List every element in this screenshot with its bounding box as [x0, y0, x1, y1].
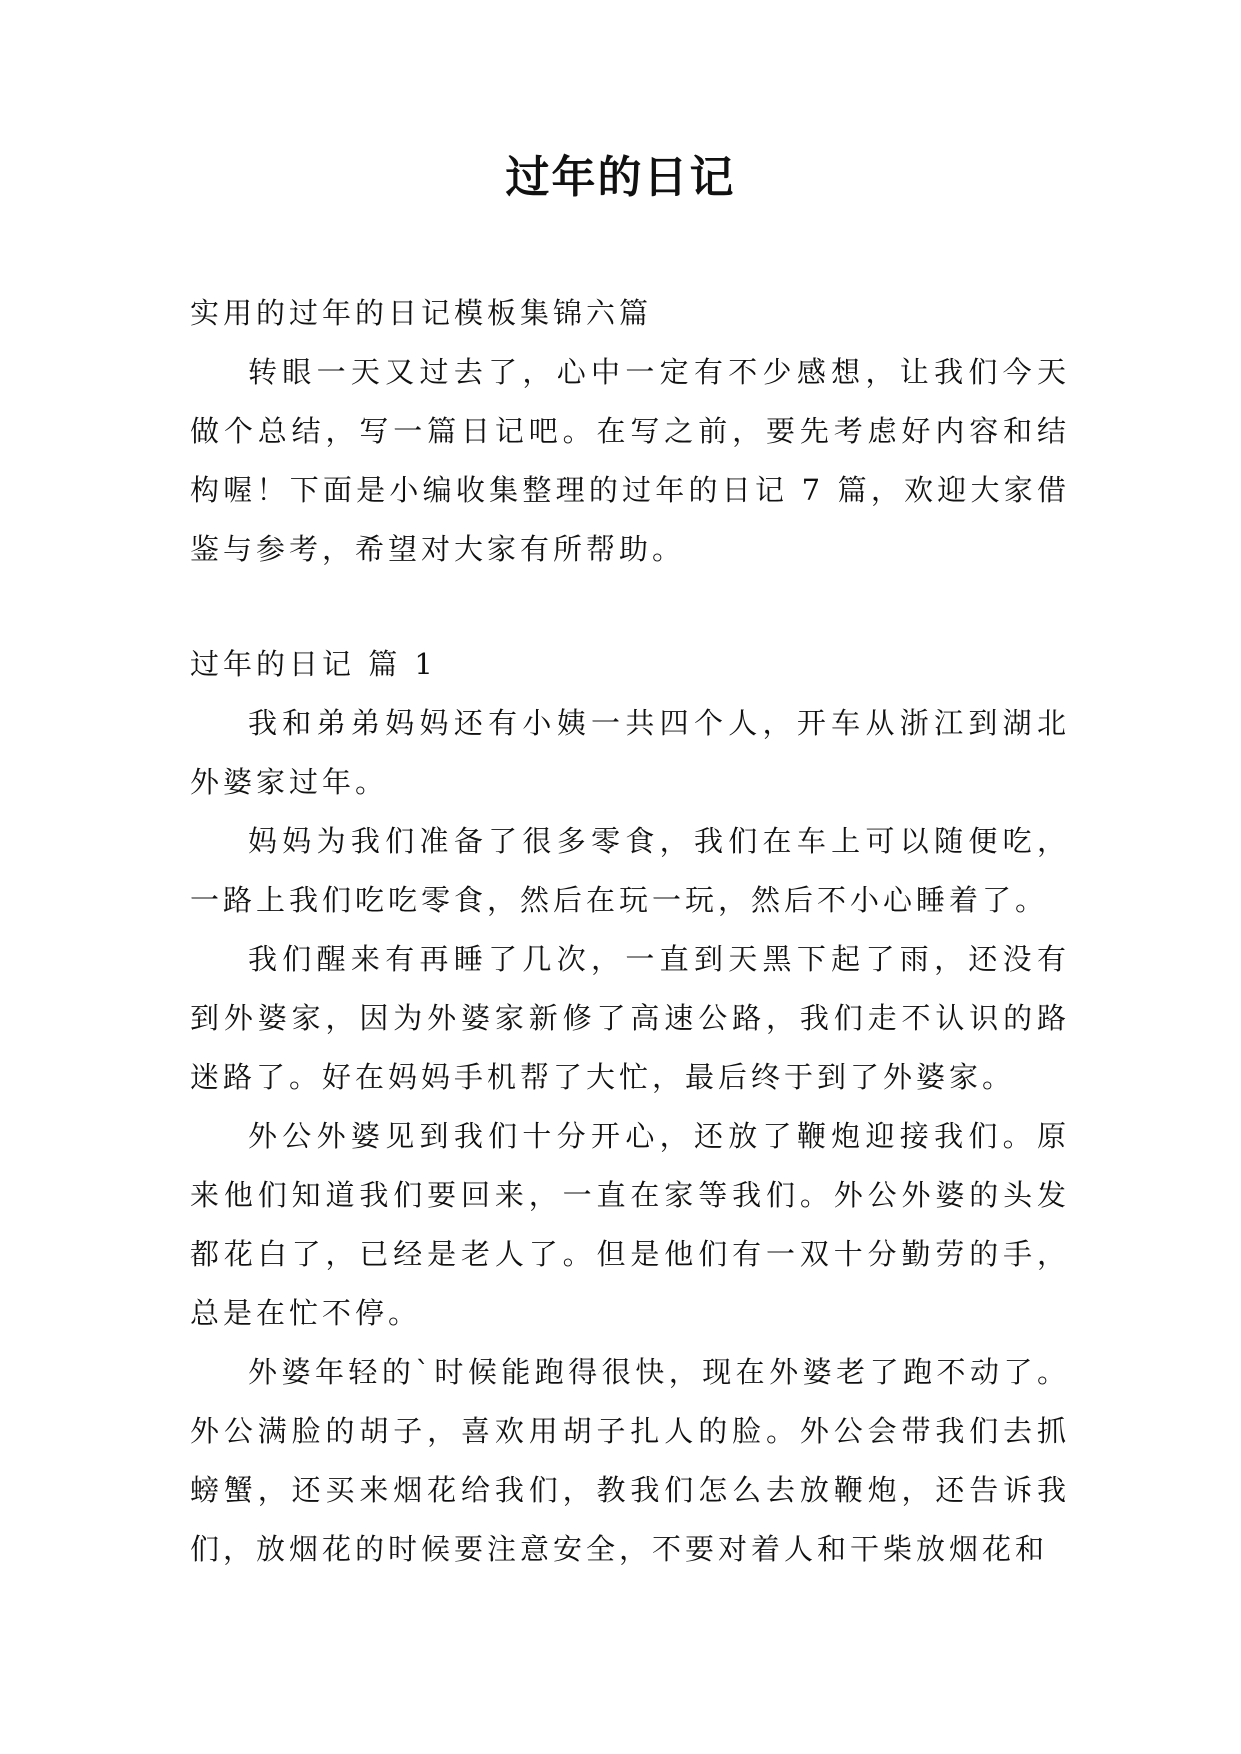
body-paragraph-1: 我和弟弟妈妈还有小姨一共四个人，开车从浙江到湖北外婆家过年。: [190, 706, 1070, 799]
diary-body: [190, 694, 1070, 1579]
intro-paragraph: 转眼一天又过去了，心中一定有不少感想，让我们今天做个总结，写一篇日记吧。在写之前，要先考虑好内容和结构喔！下面是小编收集整理的过年的日记 7 篇，欢迎大家借鉴与参考，希望对大家有所帮助。: [190, 355, 1070, 566]
document-subtitle: 实用的过年的日记模板集锦六篇: [190, 296, 653, 330]
body-paragraph-4: 外公外婆见到我们十分开心，还放了鞭炮迎接我们。原来他们知道我们要回来，一直在家等我们。外公外婆的头发都花白了，已经是老人了。但是他们有一双十分勤劳的手，总是在忙不停。: [190, 1119, 1070, 1330]
document-title: 过年的日记: [505, 152, 736, 203]
section-heading: 过年的日记 篇 1: [190, 647, 437, 681]
body-paragraph-3: 我们醒来有再睡了几次，一直到天黑下起了雨，还没有到外婆家，因为外婆家新修了高速公路，我们走不认识的路迷路了。好在妈妈手机帮了大忙，最后终于到了外婆家。: [190, 942, 1070, 1094]
intro-section: [190, 343, 1070, 579]
body-paragraph-5: 外婆年轻的`时候能跑得很快，现在外婆老了跑不动了。外公满脸的胡子，喜欢用胡子扎人的脸。外公会带我们去抓螃蟹，还买来烟花给我们，教我们怎么去放鞭炮，还告诉我们，放烟花的时候要注意安全，不要对着人和干柴放烟花和: [190, 1355, 1070, 1566]
body-paragraph-2: 妈妈为我们准备了很多零食，我们在车上可以随便吃，一路上我们吃吃零食，然后在玩一玩，然后不小心睡着了。: [190, 824, 1070, 917]
